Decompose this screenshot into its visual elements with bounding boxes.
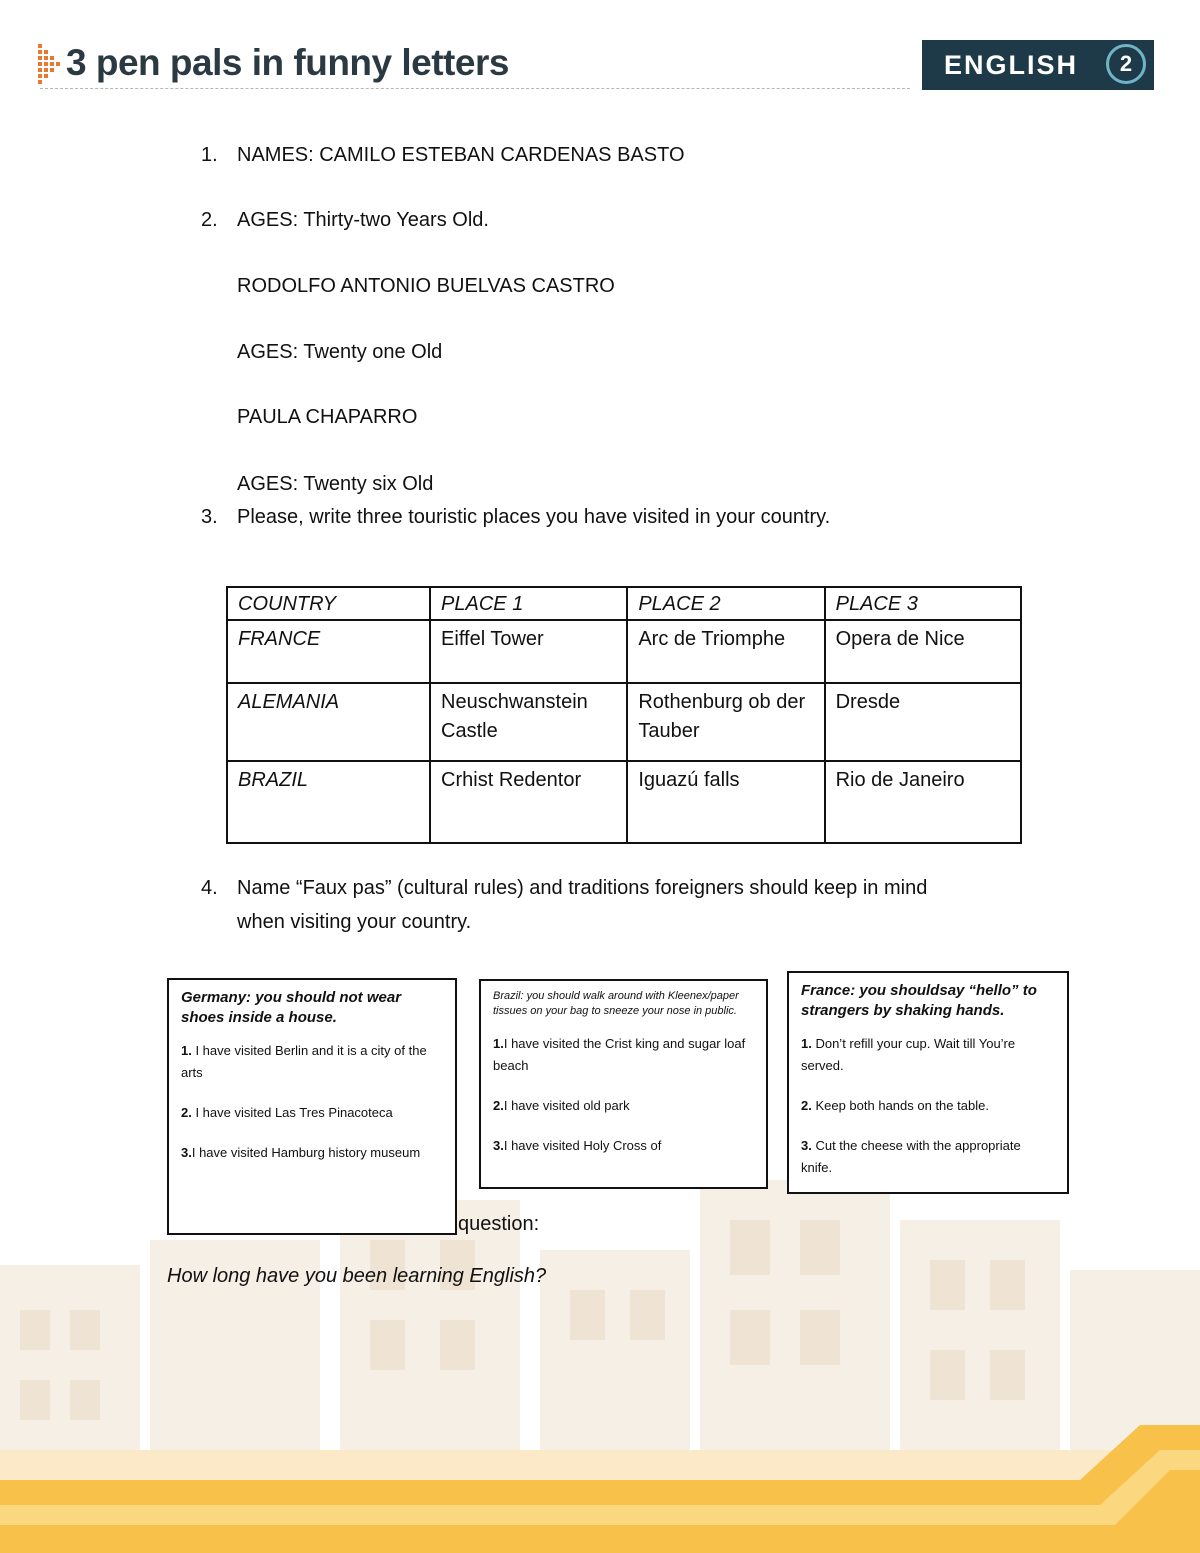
list-item-text: Cut the cheese with the appropriate knife. (801, 1138, 1021, 1175)
list-item-number: 3. (181, 1145, 192, 1160)
brazil-card-title: Brazil: you should walk around with Kleenex/paper tissues on your bag to sneeze your nose in public. (493, 990, 739, 1017)
table-header-cell: PLACE 2 (627, 587, 824, 620)
person-2-age: AGES: Twenty one Old (237, 341, 443, 363)
table-cell: Opera de Nice (825, 620, 1021, 683)
table-cell: Rio de Janeiro (825, 761, 1021, 843)
table-header-cell: PLACE 3 (825, 587, 1021, 620)
list-item (181, 1040, 443, 1084)
list-item-number: 1. (493, 1036, 504, 1051)
brazil-card (479, 979, 768, 1189)
france-card-title: France: you shouldsay “hello” to strangers by shaking hands. (801, 982, 1037, 1019)
germany-card (167, 978, 457, 1235)
item-2-number: 2. (201, 209, 218, 231)
person-2-name: RODOLFO ANTONIO BUELVAS CASTRO (237, 275, 615, 297)
list-item (493, 1033, 754, 1077)
list-item-text: I have visited the Crist king and sugar loaf beach (493, 1036, 746, 1073)
list-item (493, 1135, 754, 1157)
table-header-cell: PLACE 1 (430, 587, 627, 620)
list-item-text: I have visited Hamburg history museum (191, 1145, 421, 1160)
table-header-row (227, 587, 1021, 620)
list-item (493, 1095, 754, 1117)
table-cell: Iguazú falls (627, 761, 824, 843)
list-item-number: 2. (493, 1098, 504, 1113)
list-item-number: 2. (801, 1098, 812, 1113)
table-cell: BRAZIL (227, 761, 430, 843)
table-header-cell: COUNTRY (227, 587, 430, 620)
list-item-number: 3. (801, 1138, 812, 1153)
list-item (801, 1095, 1055, 1117)
person-3-name: PAULA CHAPARRO (237, 406, 418, 428)
english-level-badge (922, 40, 1154, 90)
person-3-age: AGES: Twenty six Old (237, 473, 434, 495)
places-table (226, 586, 1022, 844)
table-row (227, 761, 1021, 843)
table-cell: ALEMANIA (227, 683, 430, 761)
list-item-text: I have visited old park (503, 1098, 630, 1113)
english-learning-question: How long have you been learning English? (167, 1265, 547, 1287)
age-line-1: AGES: Thirty-two Years Old. (237, 209, 489, 231)
list-item (801, 1135, 1055, 1179)
list-item-number: 1. (181, 1043, 192, 1058)
list-item (801, 1033, 1055, 1077)
table-cell: Neuschwanstein Castle (430, 683, 627, 761)
badge-label: ENGLISH (944, 50, 1079, 80)
france-card (787, 971, 1069, 1194)
partial-question-label: question: (458, 1213, 540, 1235)
list-item-text: I have visited Berlin and it is a city of the arts (181, 1043, 427, 1080)
header-divider (40, 88, 910, 89)
table-cell: FRANCE (227, 620, 430, 683)
list-item-number: 1. (801, 1036, 812, 1051)
item-4-number: 4. (201, 877, 218, 899)
faux-pas-question-line-1: Name “Faux pas” (cultural rules) and traditions foreigners should keep in mind (237, 877, 928, 899)
faux-pas-question-line-2: when visiting your country. (237, 911, 472, 933)
table-cell: Dresde (825, 683, 1021, 761)
list-item-number: 3. (493, 1138, 504, 1153)
table-cell: Crhist Redentor (430, 761, 627, 843)
list-item (181, 1102, 443, 1124)
names-line: NAMES: CAMILO ESTEBAN CARDENAS BASTO (237, 144, 685, 166)
badge-number: 2 (1106, 44, 1146, 84)
table-cell: Arc de Triomphe (627, 620, 824, 683)
table-row (227, 683, 1021, 761)
germany-card-title: Germany: you should not wear shoes inside a house. (181, 989, 402, 1026)
item-1-number: 1. (201, 144, 218, 166)
page-title: 3 pen pals in funny letters (66, 42, 509, 83)
list-item (181, 1142, 443, 1164)
city-background-illustration (0, 1180, 1200, 1553)
list-item-text: Keep both hands on the table. (811, 1098, 989, 1113)
list-item-text: Don’t refill your cup. Wait till You’re served. (801, 1036, 1016, 1073)
table-row (227, 620, 1021, 683)
list-item-text: I have visited Holy Cross of (503, 1138, 662, 1153)
table-cell: Rothenburg ob der Tauber (627, 683, 824, 761)
brand-mark-icon (38, 44, 60, 84)
list-item-number: 2. (181, 1105, 192, 1120)
table-cell: Eiffel Tower (430, 620, 627, 683)
item-3-number: 3. (201, 506, 218, 528)
list-item-text: I have visited Las Tres Pinacoteca (191, 1105, 393, 1120)
places-question: Please, write three touristic places you have visited in your country. (237, 506, 831, 528)
